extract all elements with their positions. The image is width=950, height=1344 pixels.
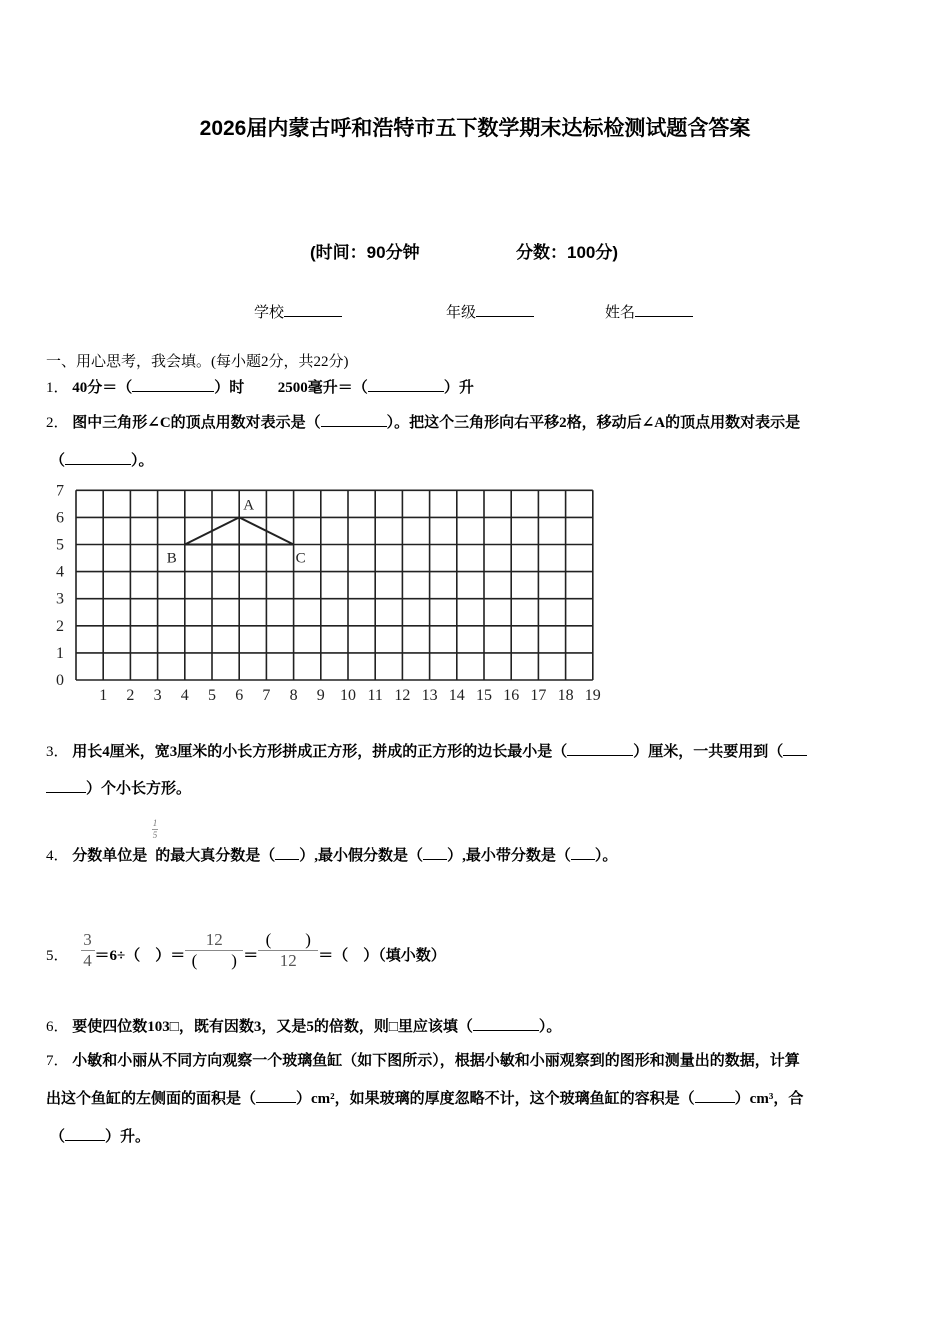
answer-blank[interactable] <box>695 1090 735 1103</box>
svg-text:3: 3 <box>153 687 162 704</box>
name-field[interactable] <box>605 301 693 322</box>
svg-text:5: 5 <box>56 536 64 554</box>
svg-text:1: 1 <box>99 687 108 704</box>
svg-text:16: 16 <box>503 687 520 704</box>
svg-text:17: 17 <box>530 687 547 704</box>
fraction-12-over-blank: $\frac{12}{( )}$ <box>185 930 243 971</box>
answer-blank[interactable] <box>65 1128 105 1141</box>
svg-text:A: A <box>243 497 255 514</box>
svg-text:19: 19 <box>584 687 601 704</box>
question-5: 5． $\frac{3}{4}$ ＝6÷（ ）＝ $\frac{12}{( )}$ ＝ $\frac{( )}{12}$ ＝（ ）（填小数） <box>46 930 446 970</box>
name-label: 姓名 <box>605 304 636 321</box>
fraction-one-fifth: 1 5 <box>152 818 158 840</box>
question-1: 1． 40分＝（ ）时 2500毫升＝（ ）升 <box>46 380 474 396</box>
svg-text:C: C <box>295 550 306 567</box>
answer-blank[interactable] <box>275 847 299 860</box>
svg-text:12: 12 <box>394 687 411 704</box>
answer-blank[interactable] <box>368 379 444 392</box>
svg-text:3: 3 <box>56 590 64 608</box>
fraction-3-4: $\frac{3}{4}$ <box>81 930 95 971</box>
grid-svg <box>44 484 604 714</box>
answer-blank[interactable] <box>132 379 214 392</box>
section-heading: 一、用心思考，我会填。(每小题2分，共22分) <box>46 354 349 370</box>
answer-blank[interactable] <box>321 414 387 427</box>
question-2: 2． 图中三角形∠C的顶点用数对表示是（ ）。把这个三角形向右平移2格，移动后∠A的顶点用数对表示是 <box>46 415 801 431</box>
svg-text:2: 2 <box>56 617 64 635</box>
school-field[interactable] <box>254 301 342 322</box>
svg-text:6: 6 <box>56 509 64 527</box>
question-7: 7． 小敏和小丽从不同方向观察一个玻璃鱼缸（如下图所示），根据小敏和小丽观察到的图形和测量出的数据，计算 <box>46 1053 800 1069</box>
svg-text:9: 9 <box>316 687 325 704</box>
grade-field[interactable] <box>446 301 534 322</box>
svg-text:4: 4 <box>180 687 189 704</box>
svg-text:2: 2 <box>126 687 135 704</box>
document-title: 2026届内蒙古呼和浩特市五下数学期末达标检测试题含答案 <box>199 117 751 140</box>
question-7-cont: 出这个鱼缸的左侧面的面积是（ ）cm²，如果玻璃的厚度忽略不计，这个玻璃鱼缸的容积是（ ）cm³，合 <box>46 1091 804 1107</box>
question-3: 3． 用长4厘米，宽3厘米的小长方形拼成正方形，拼成的正方形的边长最小是（ ）厘米，一共要用到（ <box>46 740 807 761</box>
svg-text:18: 18 <box>557 687 574 704</box>
answer-blank[interactable] <box>783 743 807 756</box>
svg-text:11: 11 <box>367 687 383 704</box>
time-limit: (时间：90分钟 <box>310 243 420 262</box>
school-blank[interactable] <box>284 302 342 317</box>
answer-blank[interactable] <box>571 847 595 860</box>
svg-text:7: 7 <box>56 484 64 500</box>
svg-text:0: 0 <box>56 672 64 689</box>
school-label: 学校 <box>254 304 285 321</box>
question-4: 4． 分数单位是 的最大真分数是（ ）,最小假分数是（ ）,最小带分数是（ ）。 <box>46 848 618 864</box>
svg-text:8: 8 <box>289 687 298 704</box>
svg-text:13: 13 <box>421 687 438 704</box>
question-2-cont: （ ）。 <box>50 453 154 469</box>
svg-text:1: 1 <box>56 644 64 662</box>
answer-blank[interactable] <box>65 452 131 465</box>
coordinate-grid-figure <box>44 484 604 719</box>
fraction-blank-over-12: $\frac{( )}{12}$ <box>258 930 318 971</box>
svg-text:4: 4 <box>56 563 64 581</box>
answer-blank[interactable] <box>256 1090 296 1103</box>
grade-blank[interactable] <box>476 302 534 317</box>
grade-label: 年级 <box>446 304 477 321</box>
question-6: 6． 要使四位数103□，既有因数3，又是5的倍数，则□里应该填（ ）。 <box>46 1019 562 1035</box>
svg-text:14: 14 <box>448 687 465 704</box>
question-3-cont: ）个小长方形。 <box>46 777 191 798</box>
svg-text:6: 6 <box>235 687 244 704</box>
answer-blank[interactable] <box>473 1018 539 1031</box>
total-score: 分数：100分) <box>516 243 619 262</box>
svg-text:7: 7 <box>262 687 271 704</box>
svg-text:10: 10 <box>340 687 356 704</box>
answer-blank[interactable] <box>423 847 447 860</box>
svg-text:B: B <box>166 550 177 567</box>
svg-text:5: 5 <box>208 687 216 704</box>
question-7-cont2: （ ）升。 <box>50 1129 151 1145</box>
svg-text:15: 15 <box>476 687 492 704</box>
answer-blank[interactable] <box>46 780 86 793</box>
name-blank[interactable] <box>635 302 693 317</box>
answer-blank[interactable] <box>567 743 633 756</box>
